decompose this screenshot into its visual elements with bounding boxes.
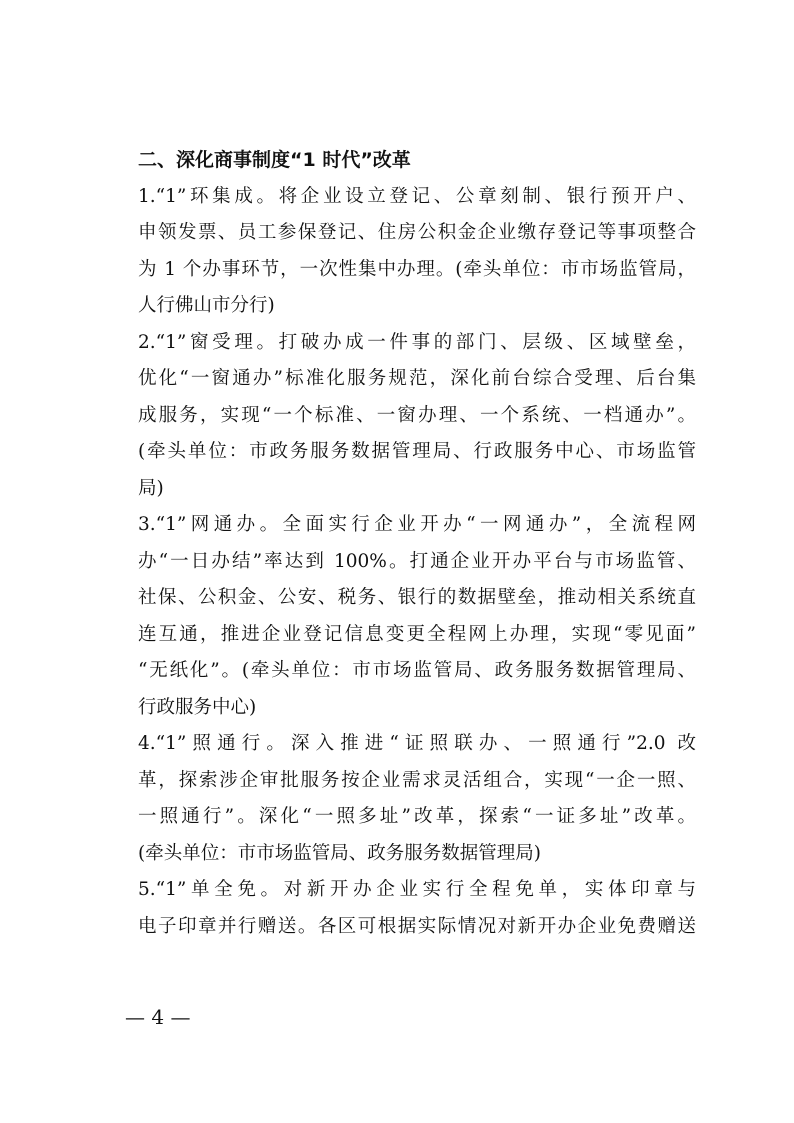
paragraph-line: 为 1 个办事环节，一次性集中办理。(牵头单位：市市场监管局， — [138, 258, 696, 280]
paragraph-line: 办“一日办结”率达到 100%。打通企业开办平台与市场监管、 — [138, 550, 696, 572]
paragraph-line: (牵头单位：市政务服务数据管理局、行政服务中心、市场监管 — [138, 441, 696, 462]
paragraph-line: 5.“1”单全免。对新开办企业实行全程免单，实体印章与 — [138, 879, 696, 900]
paragraph-line: 行政服务中心) — [138, 696, 257, 718]
paragraph-line: 成服务，实现“一个标准、一窗办理、一个系统、一档通办”。 — [138, 404, 696, 426]
paragraph-line: 人行佛山市分行) — [138, 295, 275, 316]
paragraph-4 — [98, 726, 696, 872]
paragraph-2 — [98, 325, 696, 508]
paragraph-line: 电子印章并行赠送。各区可根据实际情况对新开办企业免费赠送 — [138, 915, 696, 937]
paragraph-line: 社保、公积金、公安、税务、银行的数据壁垒，推动相关系统直 — [138, 587, 696, 608]
paragraph-line: 3.“1”网通办。全面实行企业开办“一网通办”，全流程网 — [138, 514, 696, 535]
document-body — [98, 142, 696, 945]
paragraph-5 — [98, 872, 696, 945]
paragraph-line: 优化“一窗通办”标准化服务规范，深化前台综合受理、后台集 — [138, 368, 696, 389]
paragraph-line: 1.“1”环集成。将企业设立登记、公章刻制、银行预开户、 — [138, 185, 696, 207]
paragraph-line: “无纸化”。(牵头单位：市市场监管局、政务服务数据管理局、 — [138, 660, 696, 681]
paragraph-line: 革，探索涉企审批服务按企业需求灵活组合，实现“一企一照、 — [138, 769, 696, 791]
paragraph-line: 一照通行”。深化“一照多址”改革，探索“一证多址”改革。 — [138, 806, 696, 827]
section-heading: 二、深化商事制度“1 时代”改革 — [138, 149, 411, 171]
paragraph-line: 4.“1”照通行。深入推进“证照联办、一照通行”2.0 改 — [138, 733, 696, 754]
paragraph-line: 连互通，推进企业登记信息变更全程网上办理，实现“零见面” — [138, 623, 696, 645]
paragraph-line: 2.“1”窗受理。打破办成一件事的部门、层级、区域壁垒， — [138, 331, 696, 353]
paragraph-line: 局) — [138, 477, 164, 499]
page-number: — 4 — — [125, 1005, 191, 1029]
paragraph-line: 申领发票、员工参保登记、住房公积金企业缴存登记等事项整合 — [138, 222, 696, 243]
paragraph-line: (牵头单位：市市场监管局、政务服务数据管理局) — [138, 842, 541, 864]
paragraph-3 — [98, 507, 696, 726]
paragraph-1 — [98, 179, 696, 325]
